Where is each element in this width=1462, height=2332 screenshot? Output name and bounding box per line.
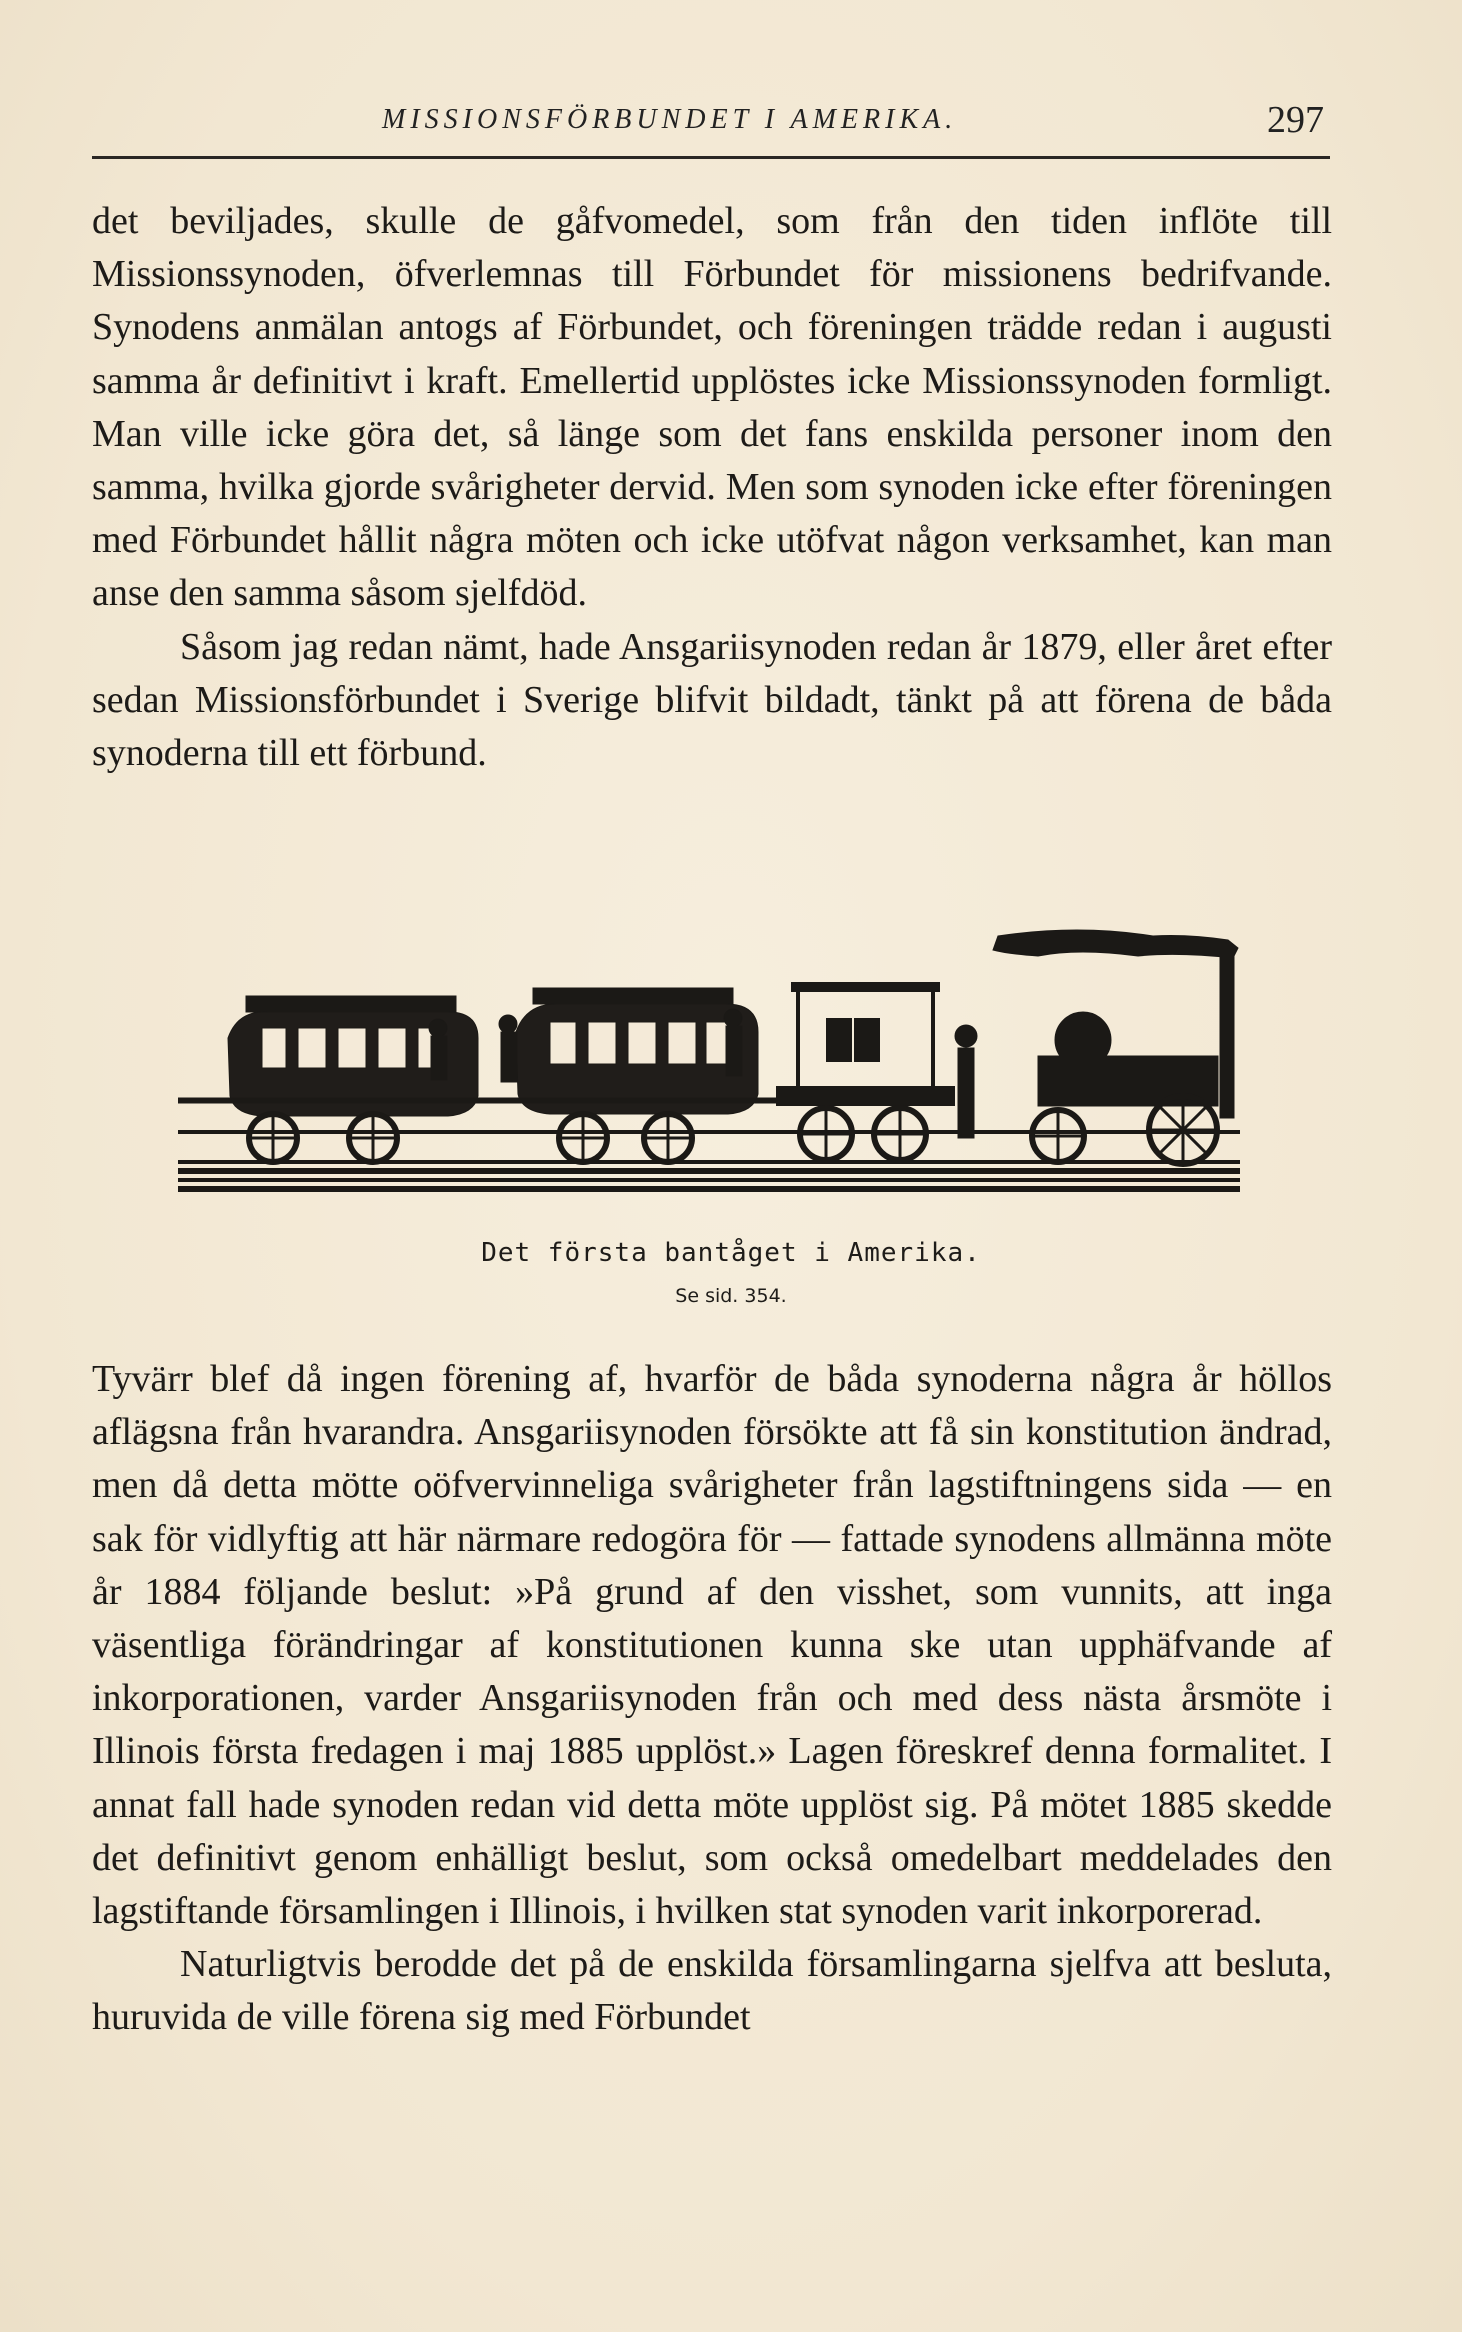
running-title: MISSIONSFÖRBUNDET I AMERIKA. [382,104,958,135]
figure-caption: Det första bantåget i Amerika. [481,1238,981,1268]
running-header [92,98,1330,148]
header-rule [92,156,1330,159]
train-illustration [178,928,1240,1213]
body-text-bottom [92,1353,1332,2045]
paragraph: det beviljades, skulle de gåfvomedel, som från den tiden inflöte till Missionssynoden, öfverlemnas till Förbundet för missionens bedrifvande. Synodens anmälan antogs af Förbundet, och föreningen trädde redan i augusti samma år definitivt i kraft. Emellertid upplöstes icke Missionssynoden formligt. Man ville icke göra det, så länge som det fans enskilda personer inom den samma, hvilka gjorde svårigheter dervid. Men som synoden icke efter föreningen med Förbundet hållit några möten och icke utöfvat någon verksamhet, kan man anse den samma såsom sjelfdöd. [92,200,1332,615]
carriage-one [178,996,518,1162]
locomotive [955,930,1238,1164]
paragraph: Naturligtvis berodde det på de enskilda församlingarna sjelfva att besluta, huruvida de ville förena sig med Förbundet [92,1943,1332,2039]
railway-track [178,1130,1240,1192]
body-text-top [92,195,1332,780]
paragraph: Såsom jag redan nämt, hade Ansgariisynoden redan år 1879, eller året efter sedan Missionsförbundet i Sverige blifvit bildadt, tänkt på att förena de båda synoderna till ett förbund. [92,625,1332,775]
page-number: 297 [1267,99,1324,141]
paragraph: Tyvärr blef då ingen förening af, hvarför de båda synoderna några år höllos aflägsna från hvarandra. Ansgariisynoden försökte att få sin konstitution ändrad, men då detta mötte oöfvervinneliga svårigheter från lagstiftningens sida — en sak för vidlyftig att här närmare redogöra för — fattade synodens allmänna möte år 1884 följande beslut: »På grund af den visshet, som vunnits, att inga väsentliga förändringar af konstitutionen kunna ske utan upphäfvande af inkorporationen, varder Ansgariisynoden från och med dess nästa årsmöte i Illinois första fredagen i maj 1885 upplöst.» Lagen föreskref denna formalitet. I annat fall hade synoden redan vid detta möte upplöst sig. På mötet 1885 skedde det definitivt genom enhälligt beslut, som också omedelbart meddelades den lagstiftande församlingen i Illinois, i hvilken stat synoden varit inkorporerad. [92,1358,1332,1933]
figure-reference: Se sid. 354. [675,1285,787,1307]
carriage-two [478,988,798,1162]
